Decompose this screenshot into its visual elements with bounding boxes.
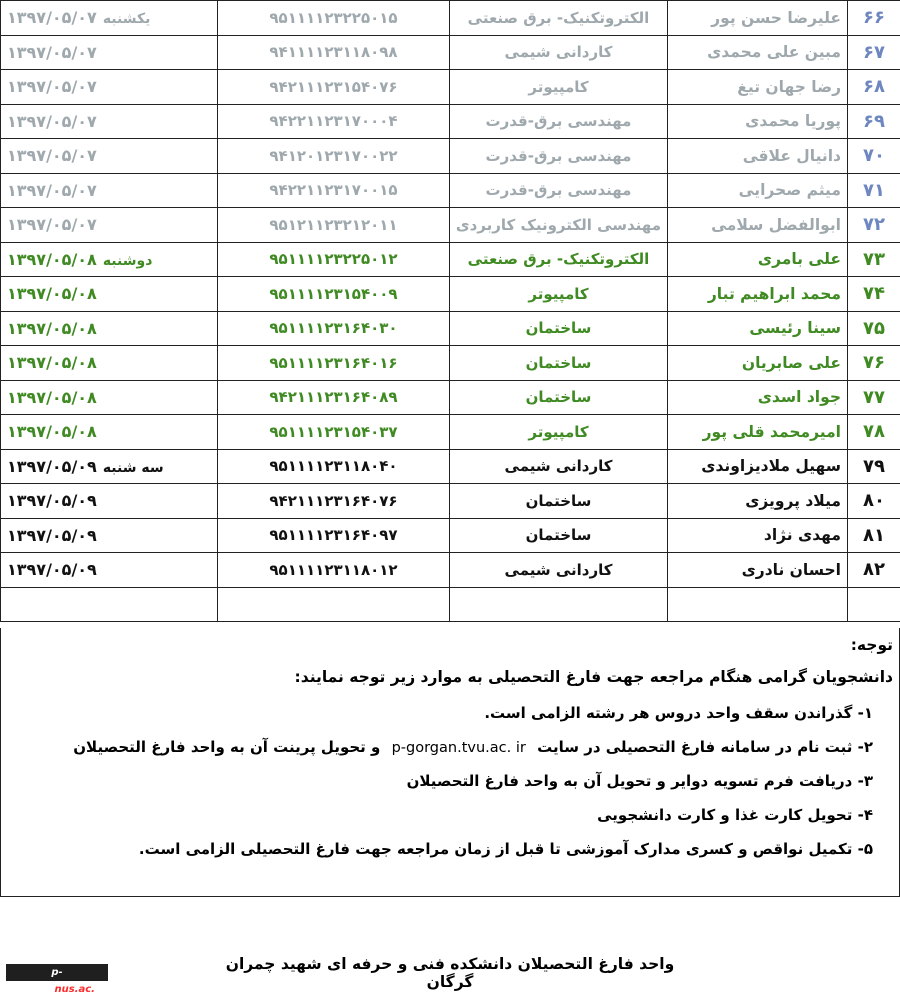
student-major: ساختمان	[450, 518, 668, 553]
student-id: ۹۵۱۱۱۱۲۳۱۱۸۰۱۲	[218, 553, 450, 588]
student-id: ۹۵۱۱۱۱۲۳۲۲۵۰۱۵	[218, 1, 450, 36]
table-row	[1, 346, 900, 381]
graduation-date: ۱۳۹۷/۰۵/۰۸	[7, 284, 97, 303]
table-row	[1, 518, 900, 553]
graduation-date: ۱۳۹۷/۰۵/۰۷	[7, 112, 97, 131]
notes-box	[0, 628, 900, 897]
student-name: علی صابریان	[668, 346, 848, 381]
student-major: مهندسی برق-قدرت	[450, 173, 668, 208]
notes-intro: دانشجویان گرامی هنگام مراجعه جهت فارغ التحصیلی به موارد زیر توجه نمایند:	[295, 668, 893, 686]
table-row	[1, 380, 900, 415]
graduation-date-cell	[1, 415, 218, 450]
table-row-empty	[1, 587, 900, 622]
logo-part-3: ir	[95, 984, 103, 995]
graduation-date: ۱۳۹۷/۰۵/۰۸	[7, 250, 97, 269]
student-major: کامپیوتر	[450, 70, 668, 105]
note-text: دریافت فرم تسویه دوایر و تحویل آن به واحد فارغ التحصیلان	[407, 772, 853, 790]
table-row	[1, 104, 900, 139]
student-id: ۹۵۱۲۱۱۲۳۲۱۲۰۱۱	[218, 208, 450, 243]
student-name: احسان نادری	[668, 553, 848, 588]
student-name: ابوالفضل سلامی	[668, 208, 848, 243]
note-item-4	[597, 806, 873, 824]
graduation-date-cell	[1, 1, 218, 36]
graduation-date-cell	[1, 277, 218, 312]
note-text: تحویل کارت غذا و کارت دانشجویی	[597, 806, 852, 824]
graduation-date: ۱۳۹۷/۰۵/۰۸	[7, 388, 97, 407]
row-number: ۷۹	[848, 449, 900, 484]
table-row	[1, 173, 900, 208]
weekday-label: سه شنبه	[103, 460, 164, 476]
student-major: کاردانی شیمی	[450, 553, 668, 588]
graduation-date-cell	[1, 484, 218, 519]
note-item-2	[73, 738, 873, 756]
table-row	[1, 139, 900, 174]
row-number: ۷۶	[848, 346, 900, 381]
graduation-date: ۱۳۹۷/۰۵/۰۹	[7, 491, 97, 510]
student-name: میثم صحرایی	[668, 173, 848, 208]
note-text: گذراندن سقف واحد دروس هر رشته الزامی است.	[484, 704, 852, 722]
weekday-label: یکشنبه	[103, 11, 151, 27]
row-number: ۶۸	[848, 70, 900, 105]
student-major: ساختمان	[450, 484, 668, 519]
row-number: ۶۹	[848, 104, 900, 139]
row-number: ۷۲	[848, 208, 900, 243]
note-item-5	[139, 840, 873, 858]
student-name: علیرضا حسن پور	[668, 1, 848, 36]
row-number: ۸۱	[848, 518, 900, 553]
table-row	[1, 277, 900, 312]
graduation-date: ۱۳۹۷/۰۵/۰۸	[7, 353, 97, 372]
empty-cell	[450, 587, 668, 622]
table-row	[1, 484, 900, 519]
note-number: ۱-	[858, 704, 873, 722]
table-row	[1, 208, 900, 243]
row-number: ۷۱	[848, 173, 900, 208]
table-row	[1, 415, 900, 450]
student-id: ۹۴۲۱۱۱۲۳۱۵۴۰۷۶	[218, 70, 450, 105]
student-major: ساختمان	[450, 311, 668, 346]
site-logo	[6, 964, 108, 981]
row-number: ۷۳	[848, 242, 900, 277]
student-id: ۹۵۱۱۱۱۲۳۱۶۴۰۹۷	[218, 518, 450, 553]
empty-cell	[848, 587, 900, 622]
graduation-date-cell	[1, 208, 218, 243]
graduation-date: ۱۳۹۷/۰۵/۰۹	[7, 457, 97, 476]
student-name: دانیال علاقی	[668, 139, 848, 174]
student-name: میلاد پرویزی	[668, 484, 848, 519]
row-number: ۷۷	[848, 380, 900, 415]
student-major: کامپیوتر	[450, 415, 668, 450]
notes-title: توجه:	[851, 636, 893, 654]
table-row	[1, 311, 900, 346]
note-item-3	[407, 772, 873, 790]
student-major: ساختمان	[450, 380, 668, 415]
student-major: الکتروتکنیک- برق صنعتی	[450, 242, 668, 277]
student-name: مهدی نژاد	[668, 518, 848, 553]
empty-cell	[1, 587, 218, 622]
student-name: سینا رئیسی	[668, 311, 848, 346]
student-id: ۹۴۲۲۱۱۲۳۱۷۰۰۰۴	[218, 104, 450, 139]
graduation-date-cell	[1, 139, 218, 174]
student-name: علی بامری	[668, 242, 848, 277]
student-id: ۹۵۱۱۱۱۲۳۲۲۵۰۱۲	[218, 242, 450, 277]
graduation-date-cell	[1, 380, 218, 415]
row-number: ۸۲	[848, 553, 900, 588]
note-number: ۵-	[858, 840, 873, 858]
note-text: تکمیل نواقص و کسری مدارک آموزشی تا قبل از زمان مراجعه جهت فارغ التحصیلی الزامی است.	[139, 840, 852, 858]
student-major: کاردانی شیمی	[450, 449, 668, 484]
logo-part-1: p-gorgan.	[11, 967, 63, 995]
student-major: الکتروتکنیک- برق صنعتی	[450, 1, 668, 36]
site-url: p-gorgan.tvu.ac. ir	[392, 740, 526, 756]
graduation-date: ۱۳۹۷/۰۵/۰۸	[7, 422, 97, 441]
student-major: مهندسی برق-قدرت	[450, 139, 668, 174]
row-number: ۷۴	[848, 277, 900, 312]
student-name: سهیل ملادیزاوندی	[668, 449, 848, 484]
student-id: ۹۴۱۲۰۱۲۳۱۷۰۰۲۲	[218, 139, 450, 174]
table-row	[1, 449, 900, 484]
student-id: ۹۴۲۲۱۱۲۳۱۷۰۰۱۵	[218, 173, 450, 208]
graduation-date-cell	[1, 311, 218, 346]
note-number: ۴-	[858, 806, 873, 824]
logo-part-2: nus.ac.	[54, 984, 94, 995]
student-name: امیرمحمد قلی پور	[668, 415, 848, 450]
footer-title: واحد فارغ التحصیلان دانشکده فنی و حرفه ای شهید چمران گرگان	[220, 955, 680, 991]
row-number: ۸۰	[848, 484, 900, 519]
student-name: رضا جهان تیغ	[668, 70, 848, 105]
graduation-date: ۱۳۹۷/۰۵/۰۷	[7, 8, 97, 27]
graduation-date-cell	[1, 104, 218, 139]
student-id: ۹۵۱۱۱۱۲۳۱۵۴۰۳۷	[218, 415, 450, 450]
graduation-date: ۱۳۹۷/۰۵/۰۹	[7, 526, 97, 545]
graduation-date-cell	[1, 242, 218, 277]
students-table-body	[1, 1, 900, 622]
graduation-date: ۱۳۹۷/۰۵/۰۷	[7, 181, 97, 200]
empty-cell	[218, 587, 450, 622]
student-major: کاردانی شیمی	[450, 35, 668, 70]
graduation-date: ۱۳۹۷/۰۵/۰۹	[7, 560, 97, 579]
graduation-date-cell	[1, 518, 218, 553]
student-name: پوریا محمدی	[668, 104, 848, 139]
row-number: ۷۸	[848, 415, 900, 450]
table-row	[1, 242, 900, 277]
graduation-date: ۱۳۹۷/۰۵/۰۷	[7, 77, 97, 96]
graduation-date-cell	[1, 553, 218, 588]
student-name: جواد اسدی	[668, 380, 848, 415]
table-row	[1, 553, 900, 588]
graduation-date-cell	[1, 35, 218, 70]
table-row	[1, 70, 900, 105]
student-id: ۹۵۱۱۱۱۲۳۱۶۴۰۳۰	[218, 311, 450, 346]
note-number: ۳-	[858, 772, 873, 790]
note-text: ثبت نام در سامانه فارغ التحصیلی در سایت	[537, 738, 852, 756]
student-id: ۹۵۱۱۱۱۲۳۱۱۸۰۴۰	[218, 449, 450, 484]
note-number: ۲-	[858, 738, 873, 756]
student-id: ۹۵۱۱۱۱۲۳۱۵۴۰۰۹	[218, 277, 450, 312]
table-row	[1, 35, 900, 70]
graduation-date-cell	[1, 346, 218, 381]
student-id: ۹۴۲۱۱۱۲۳۱۶۴۰۷۶	[218, 484, 450, 519]
student-id: ۹۴۲۱۱۱۲۳۱۶۴۰۸۹	[218, 380, 450, 415]
note-item-1	[484, 704, 873, 722]
graduation-date: ۱۳۹۷/۰۵/۰۷	[7, 215, 97, 234]
table-row	[1, 1, 900, 36]
row-number: ۶۶	[848, 1, 900, 36]
graduation-date: ۱۳۹۷/۰۵/۰۷	[7, 146, 97, 165]
graduation-date-cell	[1, 449, 218, 484]
row-number: ۷۵	[848, 311, 900, 346]
graduation-date: ۱۳۹۷/۰۵/۰۷	[7, 43, 97, 62]
student-name: مبین علی محمدی	[668, 35, 848, 70]
student-major: مهندسی الکترونیک کاربردی	[450, 208, 668, 243]
graduation-date-cell	[1, 70, 218, 105]
student-major: کامپیوتر	[450, 277, 668, 312]
student-major: مهندسی برق-قدرت	[450, 104, 668, 139]
note-text-after: و تحویل پرینت آن به واحد فارغ التحصیلان	[73, 738, 380, 756]
row-number: ۷۰	[848, 139, 900, 174]
student-id: ۹۵۱۱۱۱۲۳۱۶۴۰۱۶	[218, 346, 450, 381]
row-number: ۶۷	[848, 35, 900, 70]
graduation-date-cell	[1, 173, 218, 208]
student-id: ۹۴۱۱۱۱۲۳۱۱۸۰۹۸	[218, 35, 450, 70]
graduation-date: ۱۳۹۷/۰۵/۰۸	[7, 319, 97, 338]
empty-cell	[668, 587, 848, 622]
student-name: محمد ابراهیم تبار	[668, 277, 848, 312]
weekday-label: دوشنبه	[103, 253, 153, 269]
student-major: ساختمان	[450, 346, 668, 381]
